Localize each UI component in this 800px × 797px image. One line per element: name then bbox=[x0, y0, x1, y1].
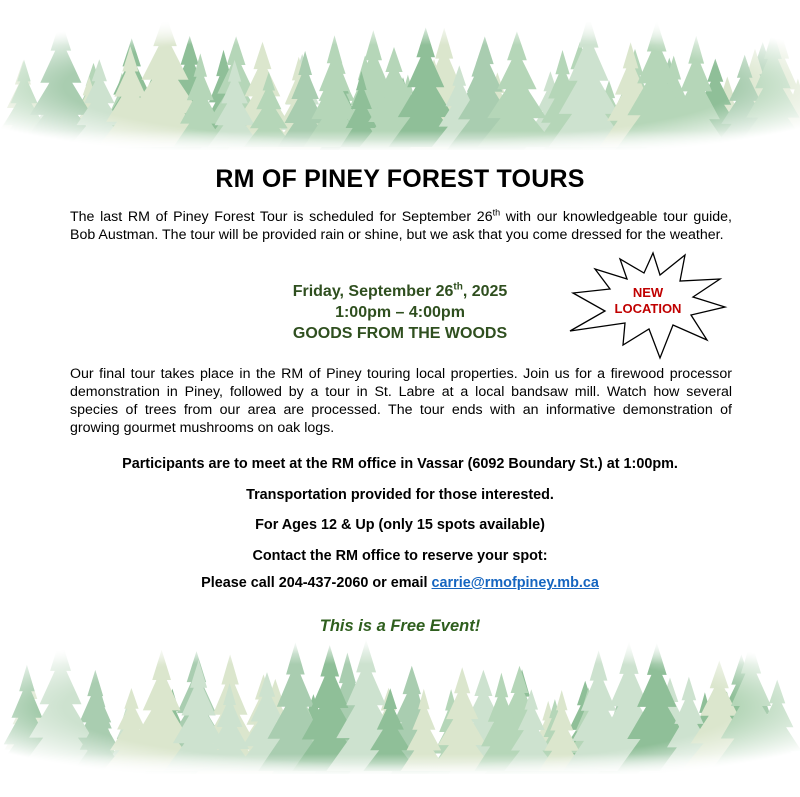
free-event-note: This is a Free Event! bbox=[319, 617, 481, 635]
meeting-info: Participants are to meet at the RM office in Vassar (6092 Boundary St.) at 1:00pm. bbox=[122, 456, 678, 472]
forest-banner-bottom bbox=[0, 640, 800, 774]
transport-info: Transportation provided for those interested. bbox=[246, 487, 554, 503]
new-location-starburst bbox=[565, 245, 730, 360]
event-details bbox=[260, 281, 540, 344]
page-title: RM OF PINEY FOREST TOURS bbox=[215, 165, 585, 193]
badge-line2: LOCATION bbox=[614, 301, 682, 316]
tour-description: Our final tour takes place in the RM of Piney touring local properties. Join us for a firewood processor demonstration in Piney, followed by a tour in St. Labre at a local bandsaw mill. Watch how several species of trees from our area are processed. The tour ends with an informative demonstration of growing gourmet mushrooms on oak logs. bbox=[70, 366, 732, 436]
email-link[interactable]: carrie@rmofpiney.mb.ca bbox=[431, 575, 599, 591]
event-date: Friday, September 26th, 2025 bbox=[292, 281, 508, 300]
badge-line1: NEW bbox=[632, 285, 664, 300]
intro-paragraph: The last RM of Piney Forest Tour is scheduled for September 26th with our knowledgeable tour guide, Bob Austman. The tour will be provided rain or shine, but we ask that you come dressed for the weather. bbox=[70, 207, 732, 243]
event-name: GOODS FROM THE WOODS bbox=[292, 325, 508, 342]
call-info: Please call 204-437-2060 or email carrie@rmofpiney.mb.ca bbox=[201, 575, 599, 591]
forest-banner-top bbox=[0, 22, 800, 150]
contact-info: Contact the RM office to reserve your spot: bbox=[252, 548, 548, 564]
event-time: 1:00pm – 4:00pm bbox=[335, 304, 465, 321]
ages-info: For Ages 12 & Up (only 15 spots available) bbox=[255, 517, 545, 533]
